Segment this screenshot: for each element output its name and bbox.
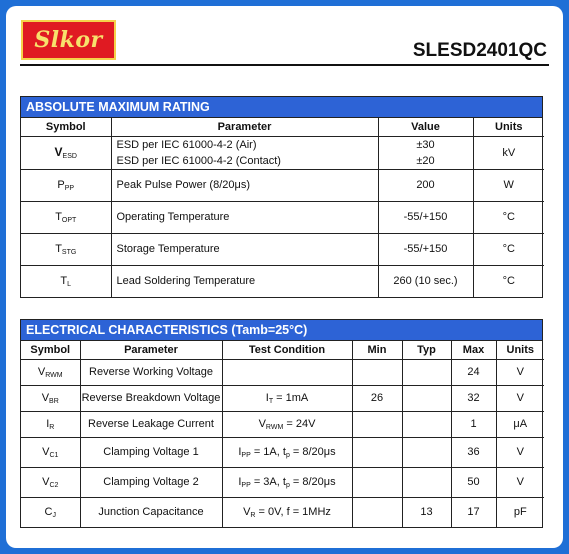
absolute-maximum-rating-section (20, 96, 543, 298)
table-row (21, 136, 544, 169)
condition-cell (222, 359, 352, 385)
table-row (21, 411, 544, 437)
table-row (21, 497, 544, 527)
value-cell: ±30 ±20 (378, 136, 473, 169)
parameter-cell: Lead Soldering Temperature (111, 265, 378, 297)
parameter-cell: Reverse Leakage Current (80, 411, 222, 437)
table-header-row (21, 341, 544, 359)
units-cell: V (496, 467, 544, 497)
symbol-cell: $V_{RWM}$ (21, 359, 80, 385)
symbol-cell: $P_{PP}$ (21, 169, 111, 201)
table-header-row (21, 118, 544, 136)
min-cell (352, 497, 402, 527)
value-cell: 260 (10 sec.) (378, 265, 473, 297)
section-title: ELECTRICAL CHARACTERISTICS (Tamb=25°C) (21, 320, 542, 341)
typ-cell (402, 359, 451, 385)
typ-cell: 13 (402, 497, 451, 527)
units-cell: μA (496, 411, 544, 437)
part-number: SLESD2401QC (412, 40, 547, 61)
value-cell: -55/+150 (378, 233, 473, 265)
electrical-characteristics-section (20, 319, 543, 528)
condition-cell: $V_R = 0V$, f = 1MHz (222, 497, 352, 527)
min-cell (352, 437, 402, 467)
units-cell: °C (473, 265, 544, 297)
symbol-cell: $V_{C2}$ (21, 467, 80, 497)
typ-cell (402, 437, 451, 467)
table-row (21, 385, 544, 411)
header-symbol: Symbol (21, 118, 111, 136)
table-row (21, 359, 544, 385)
electrical-characteristics-table (21, 341, 544, 527)
datasheet-page (6, 6, 563, 548)
parameter-cell: Clamping Voltage 1 (80, 437, 222, 467)
header-min: Min (352, 341, 402, 359)
units-cell: pF (496, 497, 544, 527)
table-row (21, 265, 544, 297)
parameter-cell: Clamping Voltage 2 (80, 467, 222, 497)
header-units: Units (473, 118, 544, 136)
max-cell: 17 (451, 497, 496, 527)
condition-cell: $I_{PP} = 1A$, $t_p = 8/20\mu s$ (222, 437, 352, 467)
company-logo (21, 20, 116, 60)
condition-cell: $I_T = 1mA$ (222, 385, 352, 411)
value-cell: 200 (378, 169, 473, 201)
header-max: Max (451, 341, 496, 359)
header-parameter: Parameter (80, 341, 222, 359)
symbol-cell: $T_{STG}$ (21, 233, 111, 265)
value-cell: -55/+150 (378, 201, 473, 233)
min-cell: 26 (352, 385, 402, 411)
symbol-cell: $T_L$ (21, 265, 111, 297)
units-cell: V (496, 437, 544, 467)
table-row (21, 169, 544, 201)
header-test-condition: Test Condition (222, 341, 352, 359)
table-row (21, 437, 544, 467)
units-cell: V (496, 385, 544, 411)
max-cell: 36 (451, 437, 496, 467)
min-cell (352, 467, 402, 497)
header-units: Units (496, 341, 544, 359)
parameter-cell: Reverse Breakdown Voltage (80, 385, 222, 411)
header-value: Value (378, 118, 473, 136)
condition-cell: $V_{RWM} = 24V$ (222, 411, 352, 437)
header-divider (20, 64, 549, 66)
condition-cell: $I_{PP} = 3A$, $t_p = 8/20\mu s$ (222, 467, 352, 497)
max-cell: 24 (451, 359, 496, 385)
min-cell (352, 411, 402, 437)
section-title: ABSOLUTE MAXIMUM RATING (21, 97, 542, 118)
table-row (21, 467, 544, 497)
min-cell (352, 359, 402, 385)
typ-cell (402, 467, 451, 497)
header-parameter: Parameter (111, 118, 378, 136)
parameter-cell: Storage Temperature (111, 233, 378, 265)
max-cell: 1 (451, 411, 496, 437)
typ-cell (402, 385, 451, 411)
parameter-cell: ESD per IEC 61000-4-2 (Air) ESD per IEC 61000-4-2 (Contact) (111, 136, 378, 169)
table-row (21, 233, 544, 265)
parameter-cell: Reverse Working Voltage (80, 359, 222, 385)
max-cell: 32 (451, 385, 496, 411)
table-row (21, 201, 544, 233)
symbol-cell: $V_{C1}$ (21, 437, 80, 467)
units-cell: kV (473, 136, 544, 169)
header-symbol: Symbol (21, 341, 80, 359)
parameter-cell: Peak Pulse Power (8/20μs) (111, 169, 378, 201)
units-cell: W (473, 169, 544, 201)
units-cell: °C (473, 233, 544, 265)
units-cell: V (496, 359, 544, 385)
logo-text: Slkor (34, 27, 103, 53)
typ-cell (402, 411, 451, 437)
symbol-cell: $V_{BR}$ (21, 385, 80, 411)
symbol-cell: $T_{OPT}$ (21, 201, 111, 233)
parameter-cell: Operating Temperature (111, 201, 378, 233)
symbol-cell: $V_{ESD}$ (21, 136, 111, 169)
units-cell: °C (473, 201, 544, 233)
symbol-cell: $C_J$ (21, 497, 80, 527)
symbol-cell: $I_R$ (21, 411, 80, 437)
parameter-cell: Junction Capacitance (80, 497, 222, 527)
header-typ: Typ (402, 341, 451, 359)
max-cell: 50 (451, 467, 496, 497)
absolute-maximum-rating-table (21, 118, 544, 297)
